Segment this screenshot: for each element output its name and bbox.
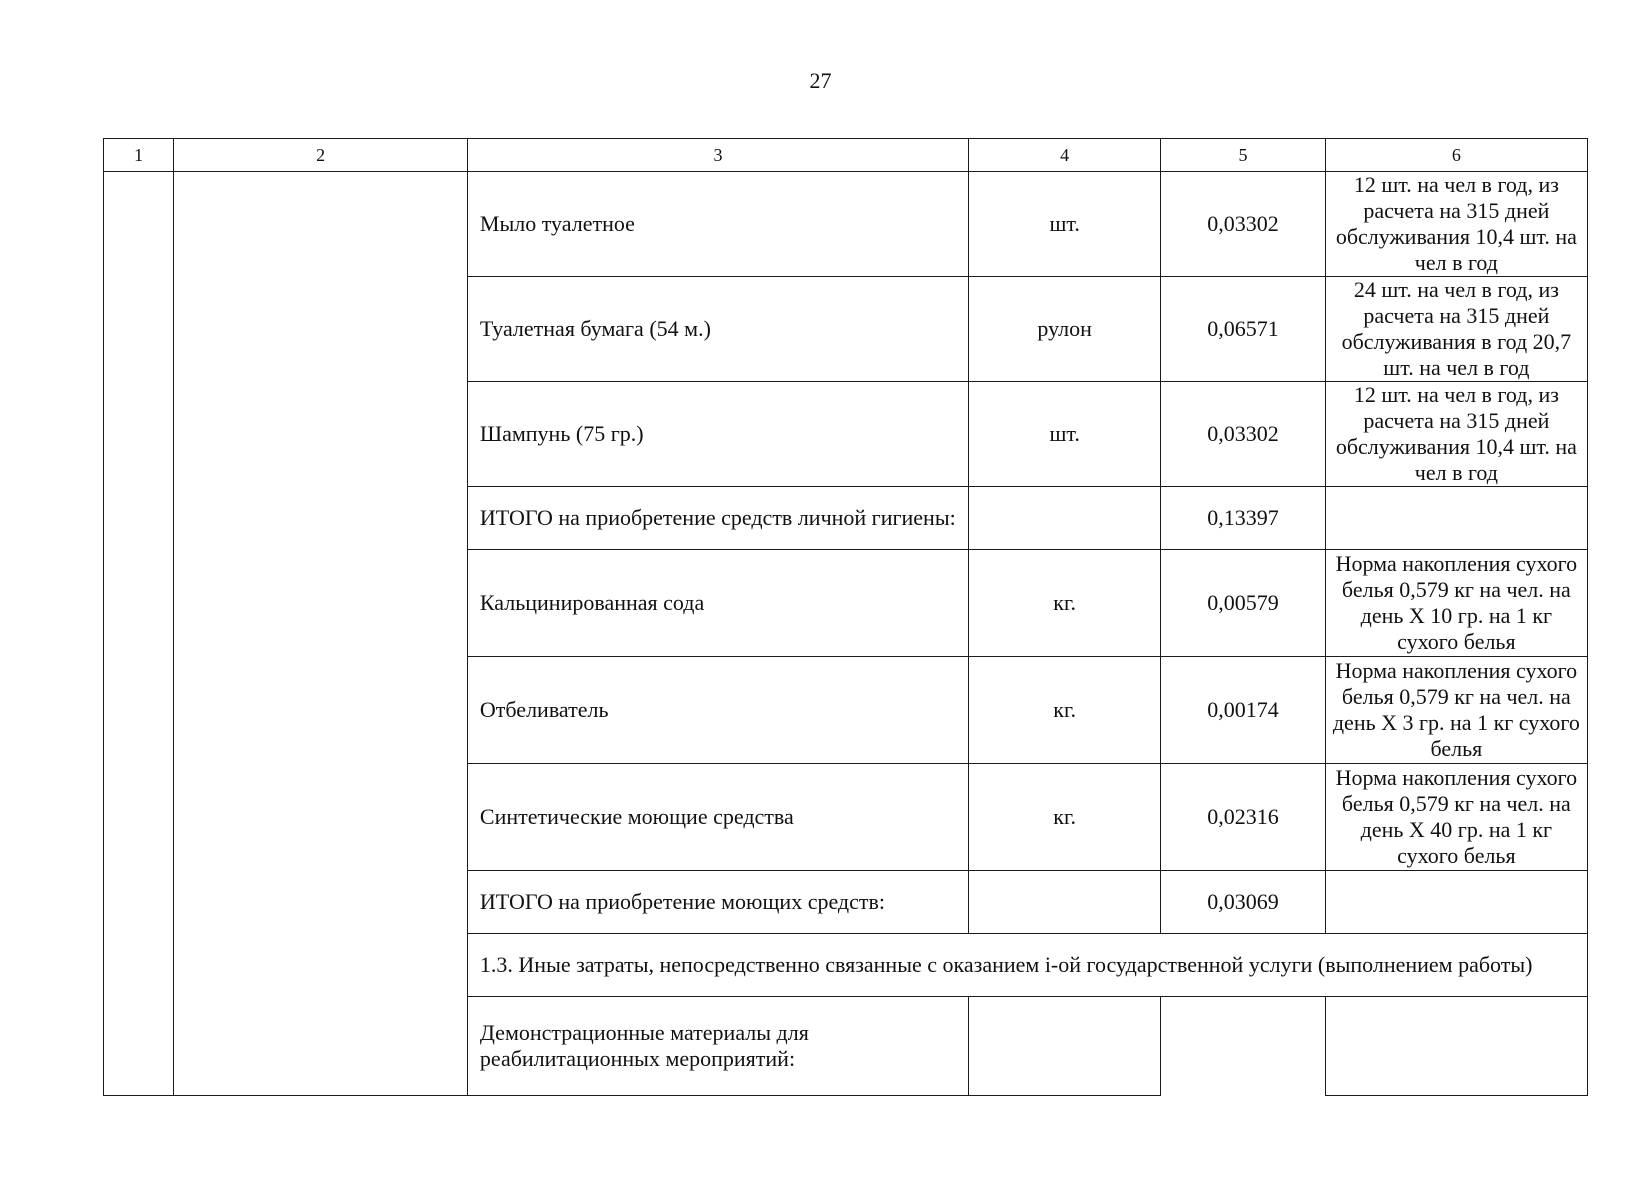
header-col-1: 1 — [104, 139, 174, 172]
page-number: 27 — [809, 68, 832, 93]
item-unit: шт. — [969, 382, 1161, 487]
item-unit: рулон — [969, 277, 1161, 382]
item-value: 0,00579 — [1161, 550, 1326, 657]
item-note: Норма накопления сухого белья 0,579 кг на чел. на день Х 10 гр. на 1 кг сухого белья — [1325, 550, 1587, 657]
item-value: 0,02316 — [1161, 764, 1326, 871]
section-heading: 1.3. Иные затраты, непосредственно связанные с оказанием i-ой государственной услуги (выполнением работы) — [467, 934, 1587, 997]
item-name: Синтетические моющие средства — [467, 764, 968, 871]
item-note: 24 шт. на чел в год, из расчета на 315 дней обслуживания в год 20,7 шт. на чел в год — [1325, 277, 1587, 382]
col-2-merged-cell — [174, 172, 468, 1096]
item-note: 12 шт. на чел в год, из расчета на 315 дней обслуживания 10,4 шт. на чел в год — [1325, 172, 1587, 277]
header-col-4: 4 — [969, 139, 1161, 172]
item-note: Норма накопления сухого белья 0,579 кг на чел. на день Х 40 гр. на 1 кг сухого белья — [1325, 764, 1587, 871]
item-name: Шампунь (75 гр.) — [467, 382, 968, 487]
item-name: Отбеливатель — [467, 657, 968, 764]
total-value: 0,13397 — [1161, 487, 1326, 550]
total-label: ИТОГО на приобретение моющих средств: — [467, 871, 968, 934]
total-note-empty — [1325, 871, 1587, 934]
item-unit: кг. — [969, 657, 1161, 764]
total-unit-empty — [969, 871, 1161, 934]
item-name: Кальцинированная сода — [467, 550, 968, 657]
item-name: Мыло туалетное — [467, 172, 968, 277]
item-value: 0,00174 — [1161, 657, 1326, 764]
total-value: 0,03069 — [1161, 871, 1326, 934]
total-label: ИТОГО на приобретение средств личной гигиены: — [467, 487, 968, 550]
header-col-6: 6 — [1325, 139, 1587, 172]
header-col-5: 5 — [1161, 139, 1326, 172]
table-header-row — [104, 139, 1588, 172]
item-unit-empty — [969, 997, 1161, 1096]
item-unit: кг. — [969, 550, 1161, 657]
item-value-empty — [1161, 997, 1326, 1096]
header-col-3: 3 — [467, 139, 968, 172]
cost-table — [103, 138, 1588, 1096]
total-unit-empty — [969, 487, 1161, 550]
header-col-2: 2 — [174, 139, 468, 172]
table-row — [104, 172, 1588, 277]
item-note: 12 шт. на чел в год, из расчета на 315 дней обслуживания 10,4 шт. на чел в год — [1325, 382, 1587, 487]
item-note-empty — [1325, 997, 1587, 1096]
item-value: 0,03302 — [1161, 382, 1326, 487]
item-value: 0,06571 — [1161, 277, 1326, 382]
col-1-merged-cell — [104, 172, 174, 1096]
item-note: Норма накопления сухого белья 0,579 кг на чел. на день Х 3 гр. на 1 кг сухого белья — [1325, 657, 1587, 764]
item-unit: шт. — [969, 172, 1161, 277]
total-note-empty — [1325, 487, 1587, 550]
item-unit: кг. — [969, 764, 1161, 871]
item-name: Демонстрационные материалы для реабилитационных мероприятий: — [467, 997, 968, 1096]
item-name: Туалетная бумага (54 м.) — [467, 277, 968, 382]
item-value: 0,03302 — [1161, 172, 1326, 277]
